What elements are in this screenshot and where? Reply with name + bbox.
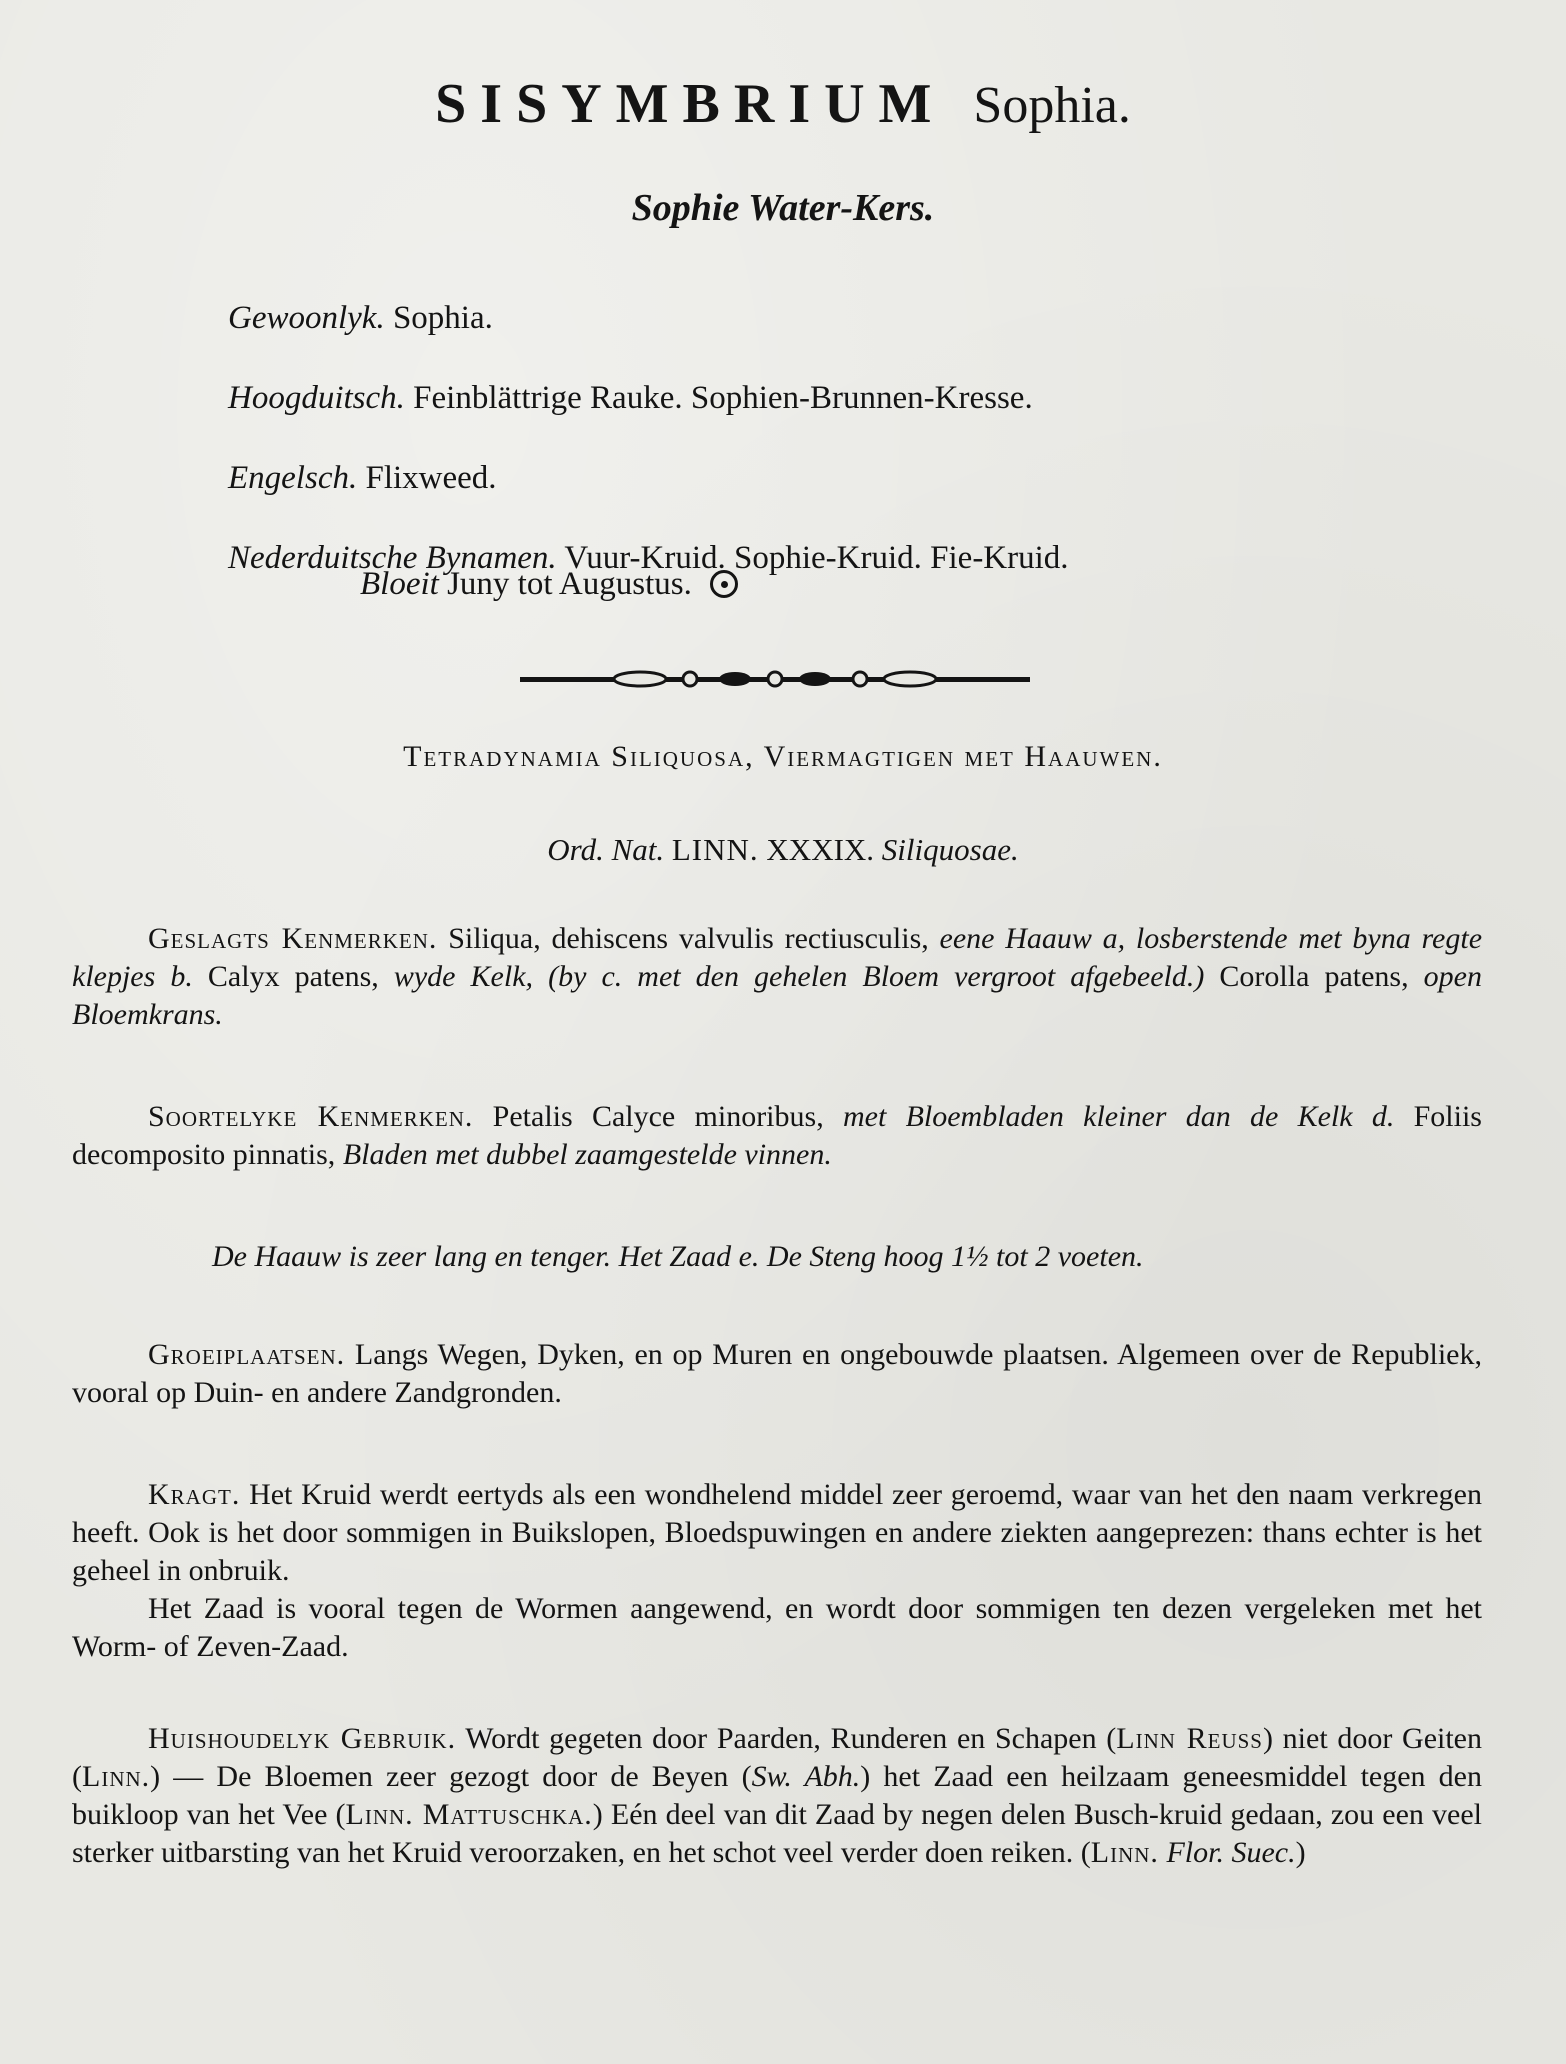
kragt-section (72, 1476, 1482, 1666)
bloom-value: Juny tot Augustus. (447, 566, 692, 602)
citation-run: Linn. Mattuschka. (345, 1798, 593, 1831)
species-name: Sophia. (973, 77, 1131, 134)
text-run: ) (1295, 1836, 1306, 1869)
text-run: Foliis decomposito pinnatis, (72, 1100, 1482, 1171)
italic-run: Bladen met dubbel zaamgestelde vinnen. (342, 1138, 832, 1171)
italic-run: open Bloemkrans. (72, 960, 1482, 1031)
ornament-divider-icon (520, 664, 1030, 694)
name-row-gewoonlyk (228, 278, 1069, 358)
section-heading: Geslagts Kenmerken. (148, 922, 438, 955)
section-heading: Huishoudelyk Gebruik. (148, 1722, 457, 1755)
groeiplaatsen-section (72, 1336, 1482, 1412)
text-run: ) niet door Geiten ( (72, 1722, 1482, 1793)
genus-name: SISYMBRIUM (435, 73, 946, 135)
italic-run: eene Haauw a, losberstende met byna regte klepjes b. (72, 922, 1483, 993)
huishoudelyk-gebruik-section (72, 1720, 1482, 1872)
bloom-label: Bloeit (360, 566, 439, 602)
name-value: Sophia. (392, 300, 493, 336)
linnaean-class: Tetradynamia Siliquosa, Viermagtigen met Haauwen. (403, 740, 1163, 773)
italic-run: met Bloembladen kleiner dan de Kelk d. (842, 1100, 1395, 1133)
text-run: Het Kruid werdt eertyds als een wondhelend middel zeer geroemd, waar van het den naam verkregen heeft. Ook is het door sommigen in Buikslopen, Bloedspuwingen en andere ziekten aangeprezen: thans echter is het geheel in onbruik. (72, 1478, 1482, 1587)
name-value: Feinblättrige Rauke. Sophien-Brunnen-Kresse. (413, 380, 1033, 416)
name-label: Hoogduitsch. (228, 380, 405, 416)
section-heading: Kragt. (148, 1478, 241, 1511)
order-number: XXXIX. (766, 832, 875, 867)
citation-run: Linn. (1090, 1836, 1159, 1869)
text-run: Petalis Calyce minoribus, (473, 1100, 843, 1133)
geslagts-kenmerken-section (72, 920, 1482, 1034)
order-name: Siliquosae. (881, 832, 1019, 867)
name-label: Engelsch. (228, 460, 358, 496)
text-run: Corolla patens, (1204, 960, 1424, 993)
name-row-engelsch (228, 438, 1069, 518)
text-run: Wordt gegeten door Paarden, Runderen en Schapen ( (456, 1722, 1117, 1755)
name-value: Vuur-Kruid. Sophie-Kruid. Fie-Kruid. (564, 540, 1069, 576)
citation-run: Linn. (82, 1760, 151, 1793)
name-value: Flixweed. (365, 460, 497, 496)
bloom-period (360, 566, 738, 603)
text-run: Calyx patens, (192, 960, 394, 993)
name-row-hoogduitsch (228, 358, 1069, 438)
order-prefix: Ord. Nat. (547, 832, 665, 867)
name-label: Gewoonlyk. (228, 300, 385, 336)
italic-run: Sw. Abh. (751, 1760, 861, 1793)
page-subtitle: Sophie Water-Kers. (631, 187, 935, 229)
section-heading: Groeiplaatsen. (148, 1338, 346, 1371)
text-run: Langs Wegen, Dyken, en op Muren en ongebouwde plaatsen. Algemeen over de Republiek, vooral op Duin- en andere Zandgronden. (72, 1338, 1482, 1409)
italic-run: Flor. Suec. (1158, 1836, 1296, 1869)
citation-run: Linn Reuss (1116, 1722, 1263, 1755)
text-run: Siliqua, dehiscens valvulis rectiusculis, (437, 922, 940, 955)
italic-run: wyde Kelk, (by c. met den gehelen Bloem vergroot afgebeeld.) (393, 960, 1205, 993)
text-run: ) Eén deel van dit Zaad by negen delen Busch-kruid gedaan, zou een veel sterker uitbarsting van het Kruid veroorzaken, en het schot veel verder doen reiken. ( (72, 1798, 1483, 1869)
text-run: ) het Zaad een heilzaam geneesmiddel tegen den buikloop van het Vee ( (72, 1760, 1482, 1831)
text-run: ) — De Bloemen zeer gezogt door de Beyen ( (150, 1760, 752, 1793)
kragt-paragraph-2: Het Zaad is vooral tegen de Wormen aangewend, en wordt door sommigen ten dezen vergeleken met het Worm- of Zeven-Zaad. (72, 1592, 1482, 1663)
name-label: Nederduitsche Bynamen. (228, 540, 557, 576)
order-linn: LINN. (671, 832, 759, 867)
section-heading: Soortelyke Kenmerken. (148, 1100, 474, 1133)
vernacular-names (228, 278, 1069, 598)
page-title (0, 72, 1566, 136)
annual-sun-icon (710, 570, 738, 598)
italic-run: De Haauw is zeer lang en tenger. Het Zaad e. De Steng hoog 1½ tot 2 voeten. (212, 1240, 1144, 1273)
soortelyke-kenmerken-section (72, 1098, 1482, 1174)
natural-order (0, 832, 1566, 868)
haauw-description (212, 1238, 1462, 1276)
